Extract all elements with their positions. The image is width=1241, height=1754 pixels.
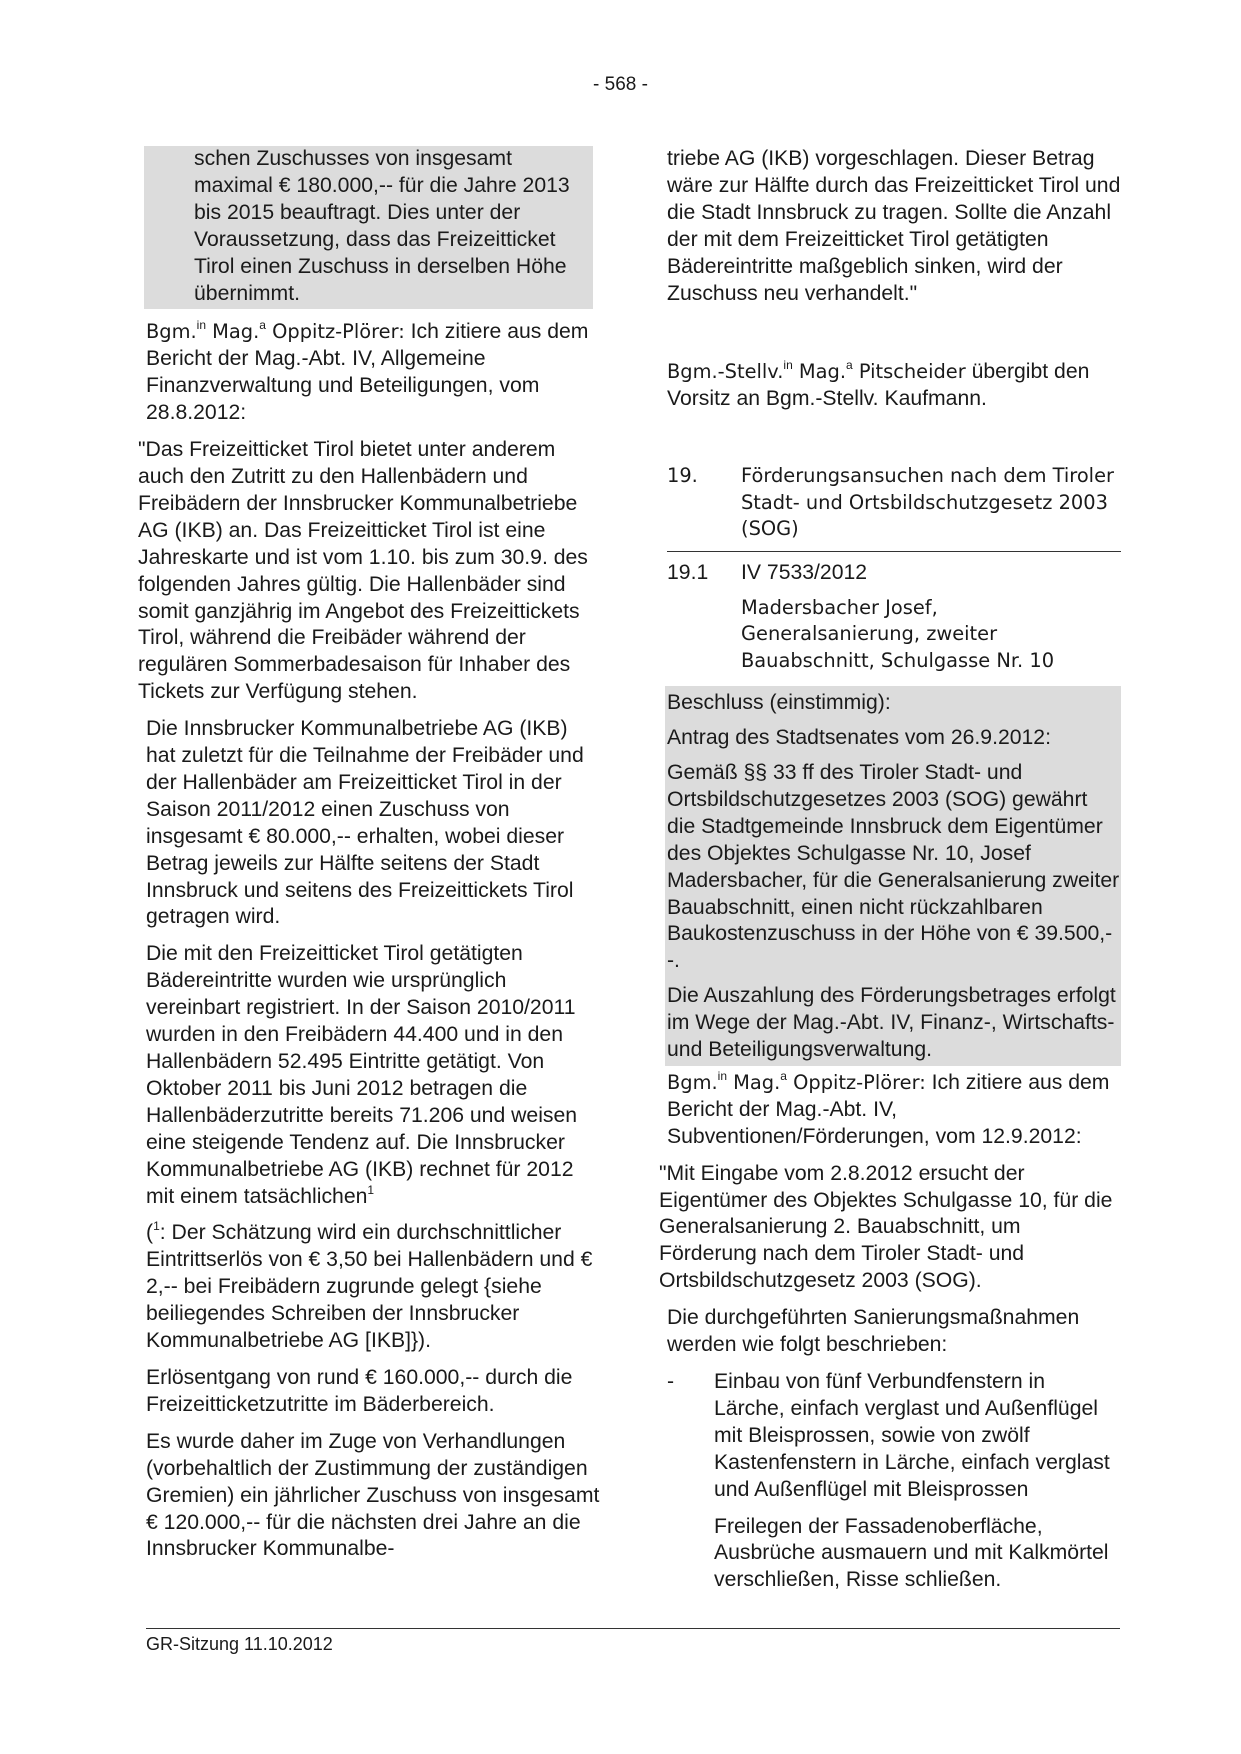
subsection-number: 19.1 xyxy=(667,560,709,584)
right-column xyxy=(659,146,1121,1604)
speaker-title-sup: in xyxy=(717,1068,728,1083)
agenda-item-number: 19. xyxy=(667,464,698,488)
resolution-box xyxy=(665,686,1121,1066)
subsection-reference: IV 7533/2012 xyxy=(741,560,868,584)
section-divider xyxy=(667,551,1121,552)
resolution-text: Gemäß §§ 33 ff des Tiroler Stadt- und Ortsbildschutzgesetzes 2003 (SOG) gewährt die Stadtgemeinde Innsbruck dem Eigentümer des Objektes Schulgasse Nr. 10, Josef Madersbacher, für die Generalsanierung zweiter Bauabschnitt, einen nicht rückzahlbaren Baukostenzuschuss in der Höhe von € 39.500,--. xyxy=(667,760,1120,973)
footnote-open: ( xyxy=(146,1221,154,1245)
speaker-name: Oppitz-Plörer: xyxy=(265,320,405,344)
report-paragraph-1: "Das Freizeitticket Tirol bietet unter anderem auch den Zutritt zu den Hallenbädern und Freibädern der Innsbrucker Kommunalbetriebe AG (IKB) an. Das Freizeitticket Tirol ist eine Jahreskarte und ist vom 1.10. bis zum 30.9. des folgenden Jahres gültig. Die Hallenbäder sind somit ganzjährig im Angebot des Freizeittickets Tirol, während die Freibäder während der regulären Sommerbadesaison für Inhaber des Tickets zur Verfügung stehen. xyxy=(138,438,588,704)
report-paragraph-8: Die durchgeführten Sanierungsmaßnahmen werden wie folgt beschrieben: xyxy=(667,1306,1080,1357)
speaker-degree-sup: a xyxy=(259,318,266,333)
speaker-statement-3 xyxy=(667,1070,1121,1151)
report-paragraph-6: Es wurde daher im Zuge von Verhandlungen (vorbehaltlich der Zustimmung der zuständigen Gremien) ein jährlicher Zuschuss von insgesamt € 120.000,-- für die nächsten drei Jahre an die Innsbrucker Kommunalbe- xyxy=(146,1429,600,1561)
footnote-marker: 1 xyxy=(367,1182,375,1197)
left-column xyxy=(138,146,602,1573)
resolution-box-text: schen Zuschusses von insgesamt maximal € 180.000,-- für die Jahre 2013 bis 2015 beauftragt. Dies unter der Voraussetzung, dass das Freizeitticket Tirol einen Zuschuss in derselben Höhe übernimmt. xyxy=(194,147,570,305)
list-dash: - xyxy=(667,1370,675,1393)
footer-text: GR-Sitzung 11.10.2012 xyxy=(146,1634,333,1654)
resolution-box-continued xyxy=(144,146,593,309)
report-paragraph-7: "Mit Eingabe vom 2.8.2012 ersucht der Eigentümer des Objektes Schulgasse 10, für die Generalsanierung 2. Bauabschnitt, um Förderung nach dem Tiroler Stadt- und Ortsbildschutzgesetz 2003 (SOG). xyxy=(659,1161,1113,1293)
footnote-text: : Der Schätzung wird ein durchschnittlicher Eintrittserlös von € 3,50 bei Hallenbädern und € 2,-- bei Freibädern zugrunde gelegt {siehe beiliegendes Schreiben der Innsbrucker Kommunalbetriebe AG [IKB]}). xyxy=(146,1221,593,1353)
speaker-title-sup: in xyxy=(196,318,207,333)
speaker-degree: Mag. xyxy=(792,360,847,384)
agenda-item-title: Förderungsansuchen nach dem Tiroler Stadt- und Ortsbildschutzgesetz 2003 (SOG) xyxy=(741,464,1114,541)
resolution-label: Beschluss (einstimmig): xyxy=(667,691,891,715)
spacer xyxy=(667,423,1121,463)
report-paragraph-3-text: Die mit den Freizeitticket Tirol getätigten Bädereintritte wurden wie ursprünglich vereinbart registriert. In der Saison 2010/2011 wurden in den Freibädern 44.400 und in den Hallenbädern 52.495 Eintritte getätigt. Von Oktober 2011 bis Juni 2012 betragen die Hallenbäderzutritte bereits 71.206 und weisen eine steigende Tendenz auf. Die Innsbrucker Kommunalbetriebe AG (IKB) rechnet für 2012 mit einem tatsächlichen xyxy=(146,942,578,1208)
speaker-name: Pitscheider xyxy=(852,360,966,384)
speaker-statement-text: übergibt den Vorsitz an Bgm.-Stellv. Kaufmann. xyxy=(667,360,1090,411)
speaker-statement-1 xyxy=(146,319,602,427)
motion-reference: Antrag des Stadtsenates vom 26.9.2012: xyxy=(667,726,1051,750)
payment-text: Die Auszahlung des Förderungsbetrages erfolgt im Wege der Mag.-Abt. IV, Finanz-, Wirtschafts- und Beteiligungsverwaltung. xyxy=(667,984,1116,1062)
footnote-number: 1 xyxy=(153,1219,160,1234)
report-paragraph-continued: triebe AG (IKB) vorgeschlagen. Dieser Betrag wäre zur Hälfte durch das Freizeitticket Tirol und die Stadt Innsbruck zu tragen. Sollte die Anzahl der mit dem Freizeitticket Tirol getätigten Bädereintritte maßgeblich sinken, wird der Zuschuss neu verhandelt." xyxy=(667,147,1121,305)
footnote-paragraph xyxy=(146,1220,602,1355)
speaker-title: Bgm. xyxy=(667,1070,718,1094)
list-item-continuation: Freilegen der Fassadenoberfläche, Ausbrüche ausmauern und mit Kalkmörtel verschließen, Risse schließen. xyxy=(714,1514,1109,1592)
speaker-statement-text: Ich zitiere aus dem Bericht der Mag.-Abt. IV, Subventionen/Förderungen, vom 12.9.2012: xyxy=(667,1070,1110,1148)
list-item xyxy=(667,1369,1121,1504)
speaker-degree: Mag. xyxy=(206,320,260,344)
speaker-statement-2 xyxy=(667,359,1121,413)
report-paragraph-3 xyxy=(146,941,602,1210)
subsection-heading xyxy=(667,560,1121,587)
speaker-title: Bgm.-Stellv. xyxy=(667,360,784,384)
speaker-degree: Mag. xyxy=(727,1070,781,1094)
footer-divider xyxy=(146,1628,1120,1629)
spacer xyxy=(667,317,1121,359)
report-paragraph-2: Die Innsbrucker Kommunalbetriebe AG (IKB) hat zuletzt für die Teilnahme der Freibäder und der Hallenbäder am Freizeitticket Tirol in der Saison 2011/2012 einen Zuschuss von insgesamt € 80.000,-- erhalten, wobei dieser Betrag jeweils zur Hälfte seitens der Stadt Innsbruck und seitens des Freizeittickets Tirol getragen wird. xyxy=(146,717,584,929)
report-paragraph-5: Erlösentgang von rund € 160.000,-- durch die Freizeitticketzutritte im Bäderbereich. xyxy=(146,1365,573,1416)
speaker-title-sup: in xyxy=(783,358,793,373)
speaker-degree-sup: a xyxy=(846,358,853,373)
subsection-subject: Madersbacher Josef, Generalsanierung, zweiter Bauabschnitt, Schulgasse Nr. 10 xyxy=(741,595,1055,672)
speaker-name: Oppitz-Plörer: xyxy=(786,1070,926,1094)
list-item-text: Einbau von fünf Verbundfenstern in Lärche, einfach verglast und Außenflügel mit Bleisprossen, sowie von zwölf Kastenfenstern in Lärche, einfach verglast und Außenflügel mit Bleisprossen xyxy=(714,1370,1110,1501)
page-number: - 568 - xyxy=(593,74,648,95)
speaker-degree-sup: a xyxy=(780,1068,787,1083)
speaker-statement-text: Ich zitiere aus dem Bericht der Mag.-Abt. IV, Allgemeine Finanzverwaltung und Beteiligungen, vom 28.8.2012: xyxy=(146,320,589,425)
speaker-title: Bgm. xyxy=(146,320,197,344)
agenda-item-heading xyxy=(667,463,1121,543)
